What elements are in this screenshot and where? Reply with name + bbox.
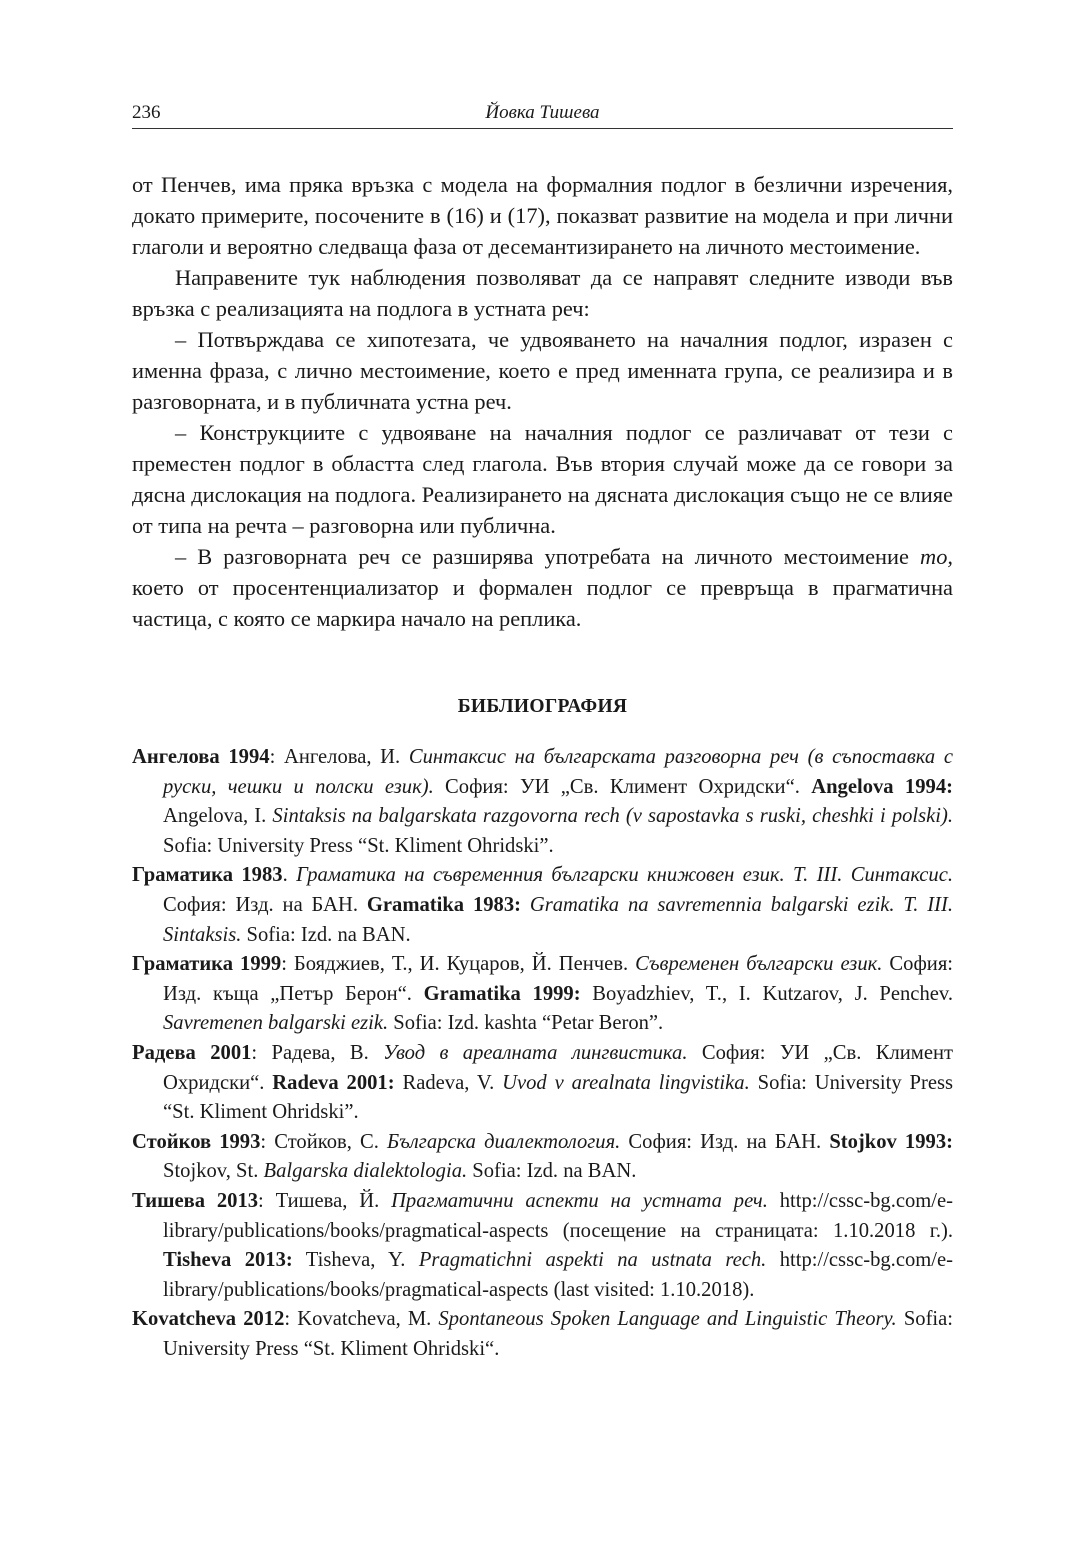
text-segment: Направените тук наблюдения позволяват да се направят следните изводи във връзка с реализацията на подлога в устната реч:	[132, 265, 953, 321]
citation-key: Tisheva 2013:	[163, 1249, 293, 1272]
document-page	[132, 100, 953, 1364]
text-segment: Sofia: Izd. na BAN.	[467, 1160, 637, 1183]
text-segment: – Потвърждава се хипотезата, че удвояването на началния подлог, изразен с именна фраза, с лично местоимение, което е пред именната група, се реализира и в разговорната, и в публичната устна реч.	[132, 327, 953, 414]
italic-text: Gramatika na savremennia balgarski ezik. T. III. Sintaksis.	[163, 893, 953, 946]
italic-text: Увод в ареалната лингвистика.	[383, 1041, 688, 1064]
text-segment[interactable]: http://cssc-bg.com/e-library/publications/books/pragmatical-aspects (посещение на страницата: 1.10.2018 г.).	[163, 1189, 954, 1242]
italic-text: Pragmatichni aspekti na ustnata rech.	[418, 1249, 767, 1272]
bibliography-list	[132, 743, 953, 1364]
paragraph	[132, 417, 953, 541]
bibliography-entry	[132, 861, 953, 950]
text-segment: София: Изд. къща „Петър Берон“.	[163, 953, 954, 1005]
bibliography-heading: БИБЛИОГРАФИЯ	[457, 696, 628, 717]
bibliography-entry	[132, 1187, 953, 1305]
text-segment: Tisheva, Y.	[292, 1249, 419, 1272]
text-segment: : Ангелова, И.	[269, 746, 409, 768]
paragraph	[132, 262, 953, 324]
citation-key: Gramatika 1999:	[423, 982, 581, 1005]
text-segment: : Kovatcheva, M.	[284, 1308, 439, 1331]
citation-key: Radeva 2001:	[272, 1071, 395, 1094]
running-title: Йовка Тишева	[485, 102, 600, 123]
italic-text: Spontaneous Spoken Language and Linguistic Theory.	[438, 1308, 897, 1331]
italic-text: Uvod v arealnata lingvistika.	[502, 1071, 750, 1094]
text-segment: Stojkov, St.	[163, 1160, 264, 1183]
text-segment: : Стойков, С.	[260, 1130, 387, 1153]
italic-text: Граматика на съвременния български книжовен език. Т. III. Синтаксис.	[296, 864, 953, 887]
italic-text: Българска диалектология.	[386, 1130, 621, 1153]
citation-key: Граматика 1983	[132, 864, 283, 887]
text-segment: – Конструкциите с удвояване на началния подлог се различават от тези с преместен подлог в областта след глагола. Във втория случай може да се говори за дясна дислокация на подлога. Реализирането на дясната дислокация също не се влияе от типа на речта – разговорна или публична.	[132, 420, 953, 538]
citation-key: Радева 2001	[132, 1041, 252, 1064]
text-segment: Sofia: University Press “St. Kliment Ohridski”.	[163, 1071, 953, 1124]
text-segment	[521, 894, 530, 916]
citation-key: Angelova 1994:	[811, 775, 953, 798]
citation-key: Kovatcheva 2012	[132, 1308, 285, 1331]
text-segment: София: УИ „Св. Климент Охридски“.	[433, 775, 812, 798]
text-segment: Sofia: Izd. kashta “Petar Beron”.	[388, 1012, 664, 1035]
text-segment: : Бояджиев, Т., И. Куцаров, Й. Пенчев.	[281, 953, 636, 976]
text-segment: : Тишева, Й.	[258, 1189, 392, 1212]
text-segment: Radeva, V.	[394, 1071, 503, 1094]
italic-text: Синтаксис на българската разговорна реч (в съпоставка с руски, чешки и полски език).	[163, 746, 953, 798]
italic-text: Balgarska dialektologia.	[263, 1160, 468, 1183]
page-header	[132, 100, 953, 129]
citation-key: Gramatika 1983:	[366, 893, 521, 916]
text-segment: Sofia: University Press “St. Kliment Ohridski”.	[163, 834, 554, 857]
bibliography-entry	[132, 743, 953, 861]
bibliography-entry	[132, 1039, 953, 1128]
body-text	[132, 169, 953, 634]
text-segment: .	[282, 864, 297, 887]
citation-key: Стойков 1993	[132, 1130, 261, 1153]
citation-key: Stojkov 1993:	[829, 1130, 953, 1153]
text-segment: Boyadzhiev, T., I. Kutzarov, J. Penchev.	[580, 982, 953, 1005]
text-segment[interactable]: http://cssc-bg.com/e-library/publications/books/pragmatical-aspects (last visited: 1.10.2018).	[163, 1249, 953, 1301]
citation-key: Граматика 1999	[132, 953, 282, 976]
bibliography-entry	[132, 950, 953, 1039]
italic-text: Съвременен български език.	[635, 953, 883, 976]
italic-text: то,	[920, 544, 953, 569]
citation-key: Тишева 2013	[132, 1189, 259, 1212]
text-segment: Angelova, I.	[163, 805, 273, 828]
text-segment: – В разговорната реч се разширява употребата на личното местоимение	[175, 544, 921, 569]
page-number: 236	[132, 102, 161, 123]
bibliography-entry	[132, 1305, 953, 1364]
text-segment: Sofia: Izd. na BAN.	[241, 923, 411, 946]
italic-text: Savremenen balgarski ezik.	[163, 1012, 389, 1035]
text-segment: от Пенчев, има пряка връзка с модела на формалния подлог в безлични изречения, докато примерите, посочените в (16) и (17), показват развитие на модела и при лични глаголи и вероятно следваща фаза от десемантизирането на личното местоимение.	[132, 172, 953, 259]
text-segment: София: Изд. на БАН.	[163, 893, 367, 916]
text-segment: София: Изд. на БАН.	[620, 1130, 830, 1153]
text-segment: Sofia: University Press “St. Kliment Ohridski“.	[163, 1308, 954, 1360]
italic-text: Прагматични аспекти на устната реч.	[391, 1189, 768, 1212]
citation-key: Ангелова 1994	[132, 746, 270, 768]
text-segment: София: УИ „Св. Климент Охридски“.	[163, 1041, 953, 1094]
bibliography-entry	[132, 1128, 953, 1187]
paragraph	[132, 541, 953, 634]
paragraph	[132, 169, 953, 262]
paragraph	[132, 324, 953, 417]
text-segment: което от просентенциализатор и формален подлог се превръща в прагматична частица, с която се маркира начало на реплика.	[132, 575, 953, 631]
italic-text: Sintaksis na balgarskata razgovorna rech (v sapostavka s ruski, cheshki i polski).	[272, 805, 954, 828]
text-segment: : Радева, В.	[251, 1041, 384, 1064]
